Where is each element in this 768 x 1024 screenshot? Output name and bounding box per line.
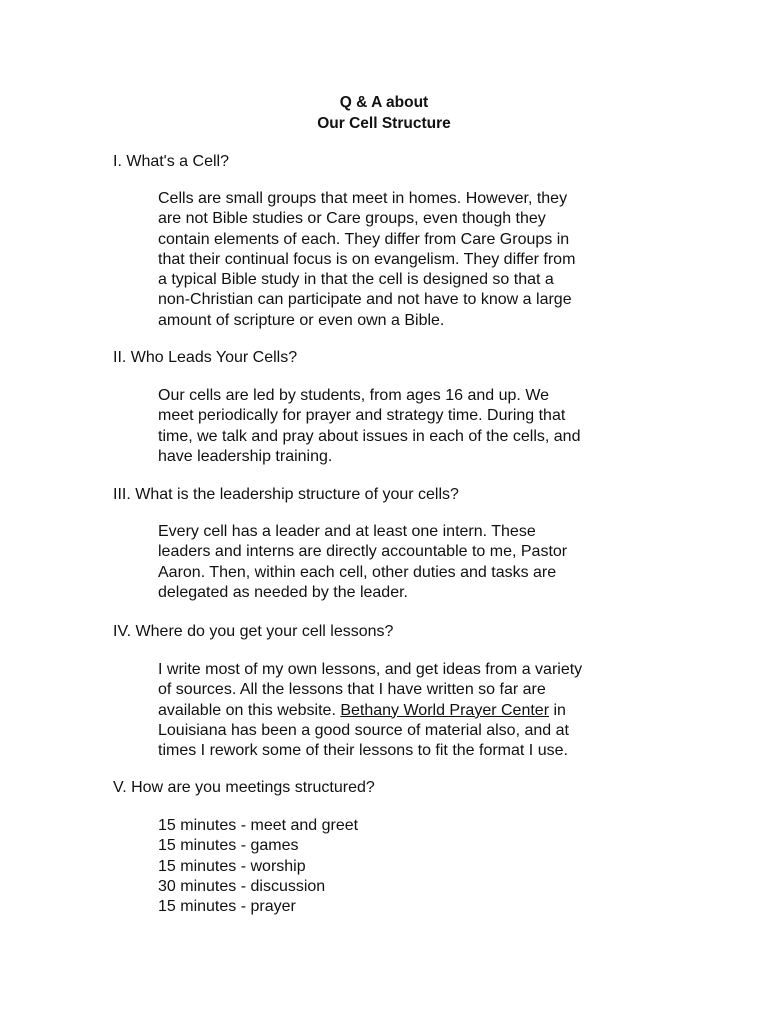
answer-4: [158, 660, 618, 761]
answer-3-line: Every cell has a leader and at least one intern. These: [158, 523, 536, 540]
answer-2-line: meet periodically for prayer and strategy time. During that: [158, 407, 566, 425]
schedule-item: 30 minutes - discussion: [158, 877, 326, 895]
answer-1-line: are not Bible studies or Care groups, even though they: [158, 210, 546, 228]
answer-2: [158, 386, 618, 467]
answer-3-line: delegated as needed by the leader.: [158, 583, 408, 601]
question-4: IV. Where do you get your cell lessons?: [113, 623, 394, 640]
question-1: I. What's a Cell?: [113, 153, 229, 170]
answer-1-line: Cells are small groups that meet in homes. However, they: [158, 190, 568, 207]
bethany-world-prayer-center-link[interactable]: Bethany World Prayer Center: [340, 701, 550, 719]
answer-4-line: times I rework some of their lessons to fit the format I use.: [158, 742, 568, 760]
answer-1: [158, 189, 618, 331]
schedule-item: 15 minutes - meet and greet: [158, 817, 359, 834]
answer-4-text: in: [549, 701, 566, 719]
answer-4-line: I write most of my own lessons, and get ideas from a variety: [158, 661, 583, 678]
answer-1-line: non-Christian can participate and not have to know a large: [158, 291, 572, 309]
answer-4-line: Louisiana has been a good source of material also, and at: [158, 721, 569, 739]
question-2: II. Who Leads Your Cells?: [113, 349, 298, 366]
answer-4-text: available on this website.: [158, 701, 341, 719]
answer-1-line: amount of scripture or even own a Bible.: [158, 311, 445, 329]
answer-1-line: that their continual focus is on evangelism. They differ from: [158, 250, 576, 268]
answer-4-line: of sources. All the lessons that I have written so far are: [158, 681, 546, 699]
schedule-item: 15 minutes - worship: [158, 857, 306, 875]
answer-1-line: a typical Bible study in that the cell is designed so that a: [158, 271, 554, 289]
answer-3-line: Aaron. Then, within each cell, other duties and tasks are: [158, 563, 557, 581]
document-title-line-1: Q & A about: [339, 94, 429, 111]
schedule-item: 15 minutes - prayer: [158, 898, 296, 916]
document-title-line-2: Our Cell Structure: [317, 115, 451, 132]
answer-2-line: have leadership training.: [158, 447, 333, 465]
answer-5: [158, 816, 618, 917]
answer-1-line: contain elements of each. They differ from Care Groups in: [158, 230, 570, 248]
answer-2-line: Our cells are led by students, from ages 16 and up. We: [158, 387, 550, 404]
answer-3-line: leaders and interns are directly accountable to me, Pastor: [158, 543, 568, 561]
answer-3: [158, 522, 618, 603]
question-5: V. How are you meetings structured?: [113, 779, 375, 796]
question-3: III. What is the leadership structure of your cells?: [113, 486, 459, 503]
answer-4-line: [158, 701, 618, 721]
schedule-item: 15 minutes - games: [158, 837, 299, 855]
answer-2-line: time, we talk and pray about issues in each of the cells, and: [158, 427, 581, 445]
